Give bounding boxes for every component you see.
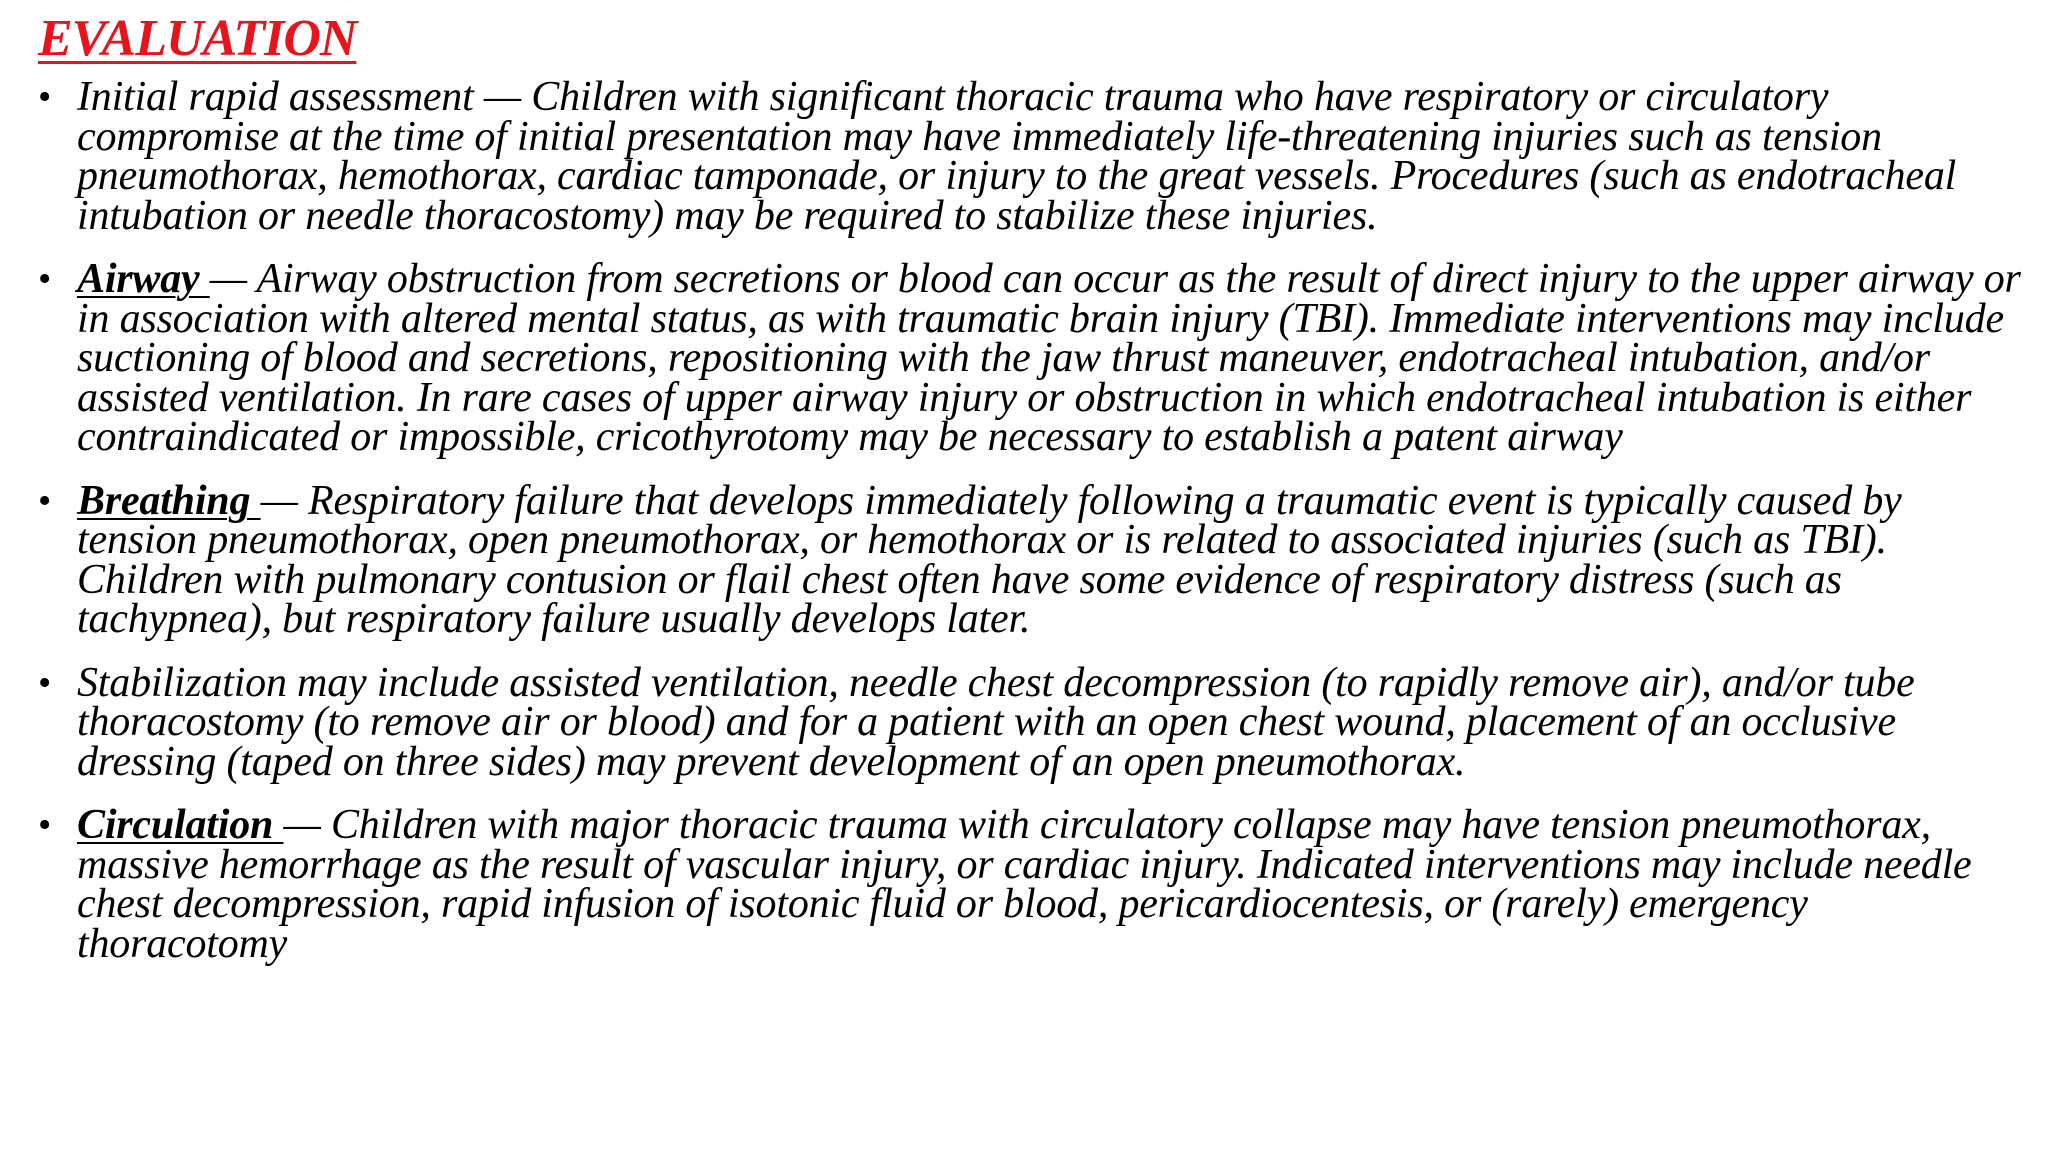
bullet-dot-icon: • <box>38 76 52 118</box>
bullet-item-circulation <box>38 802 2024 967</box>
bullet-dot-icon: • <box>38 804 52 846</box>
bullet-dot-icon: • <box>38 661 52 704</box>
bullet-term-airway: Airway <box>77 256 210 302</box>
bullet-term-breathing: Breathing <box>77 477 261 524</box>
bullet-item-stabilization <box>38 659 2024 785</box>
slide-title: EVALUATION <box>38 10 357 67</box>
bullet-text: — Children with major thoracic trauma with circulatory collapse may have tension pneumothorax, massive hemorrhage as the result of vascular injury, or cardiac injury. Indicated interventions may include needle chest decompression, rapid infusion of isotonic fluid or blood, pericardiocentesis, or (rarely) emergency thoracotomy <box>77 802 1972 967</box>
bullet-text: — Respiratory failure that develops immediately following a traumatic event is typically caused by tension pneumothorax, open pneumothorax, or hemothorax or is related to associated injuries (such as TBI). Children with pulmonary contusion or flail chest often have some evidence of respiratory distress (such as tachypnea), but respiratory failure usually develops later. <box>77 477 1902 642</box>
bullet-text: Initial rapid assessment — Children with significant thoracic trauma who have respiratory or circulatory compromise at the time of initial presentation may have immediately life-threatening injuries such as tension pneumothorax, hemothorax, cardiac tamponade, or injury to the great vessels. Procedures (such as endotracheal intubation or needle thoracostomy) may be required to stabilize these injuries. <box>77 74 1957 239</box>
bullet-list <box>38 74 2024 967</box>
bullet-text: Stabilization may include assisted ventilation, needle chest decompression (to rapidly remove air), and/or tube thoracostomy (to remove air or blood) and for a patient with an open chest wound, placement of an occlusive dressing (taped on three sides) may prevent development of an open pneumothorax. <box>77 659 1915 785</box>
bullet-dot-icon: • <box>38 479 52 522</box>
bullet-item-breathing <box>38 477 2024 642</box>
bullet-item-airway <box>38 256 2024 460</box>
bullet-term-circulation: Circulation <box>77 802 284 848</box>
bullet-dot-icon: • <box>38 258 52 300</box>
bullet-text: — Airway obstruction from secretions or blood can occur as the result of direct injury to the upper airway or in association with altered mental status, as with traumatic brain injury (TBI). Immediate interventions may include suctioning of blood and secretions, repositioning with the jaw thrust maneuver, endotracheal intubation, and/or assisted ventilation. In rare cases of upper airway injury or obstruction in which endotracheal intubation is either contraindicated or impossible, cricothyrotomy may be necessary to establish a patent airway <box>77 256 2021 460</box>
bullet-item-initial-assessment <box>38 74 2024 239</box>
